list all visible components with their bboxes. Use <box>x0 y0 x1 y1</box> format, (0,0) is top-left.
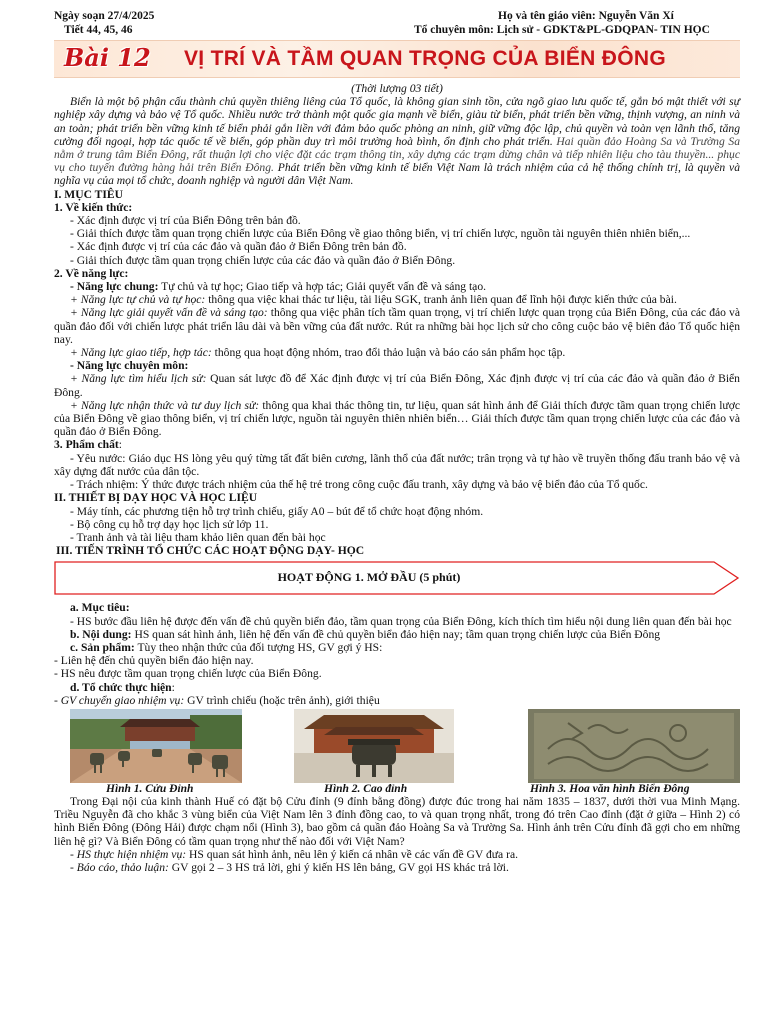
quality-item: - Yêu nước: Giáo dục HS lòng yêu quý từng tất đất biên cương, lãnh thổ của đất nước; trân trọng và tự hào về truyền thống đấu tranh bảo vệ và xây dựng đất nước của dân tộc. <box>54 451 740 478</box>
competence-text: thông qua việc phân tích tầm quan trọng, vị trí chiến lược quan trọng của Biển Đông, của các đảo và quần đảo đối với chiến lược phát triển lâu dài và bền vững của đất nước. Rút ra những bài học lịch sử cho công cuộc bảo vệ biên đảo Tổ quốc hiện nay. <box>54 306 740 346</box>
hoa-van-photo <box>528 709 740 783</box>
organize-label: d. Tổ chức thực hiện <box>70 680 172 694</box>
competence-text: thông qua việc khai thác tư liệu, tài liệu SGK, tranh ảnh liên quan để lĩnh hội được kiến thức của bài. <box>205 293 677 307</box>
report-label: - Báo cáo, thảo luận: <box>70 860 169 874</box>
image-cuu-dinh <box>70 709 242 783</box>
goal-label: a. Mục tiêu: <box>70 601 130 615</box>
quality-colon: : <box>118 438 122 452</box>
competence-label: - Năng lực chuyên môn: <box>70 359 189 373</box>
lesson-title: VỊ TRÍ VÀ TẦM QUAN TRỌNG CỦA BIỂN ĐÔNG <box>184 47 666 70</box>
lesson-banner <box>54 40 740 78</box>
task-label: - GV chuyển giao nhiệm vụ: <box>54 693 185 707</box>
image-cao-dinh <box>294 709 454 783</box>
intro-paragraph <box>54 95 740 187</box>
prep-date: Ngày soạn 27/4/2025 <box>54 10 155 22</box>
equipment-item: - Tranh ảnh và tài liệu tham khảo liên quan đến bài học <box>70 530 326 544</box>
competence-text: Quan sát lược đồ để Xác định được vị trí của Biển Đông, Xác định được vị trí của các đảo và quần đảo ở Biển Đông. <box>54 372 740 399</box>
activity-banner <box>54 561 740 595</box>
quality-label: 3. Phẩm chất <box>54 438 119 452</box>
competence-label: + Năng lực tìm hiểu lịch sử: <box>70 372 207 386</box>
cuu-dinh-photo <box>70 709 242 783</box>
competence-general <box>54 280 740 293</box>
document-header <box>54 0 740 40</box>
competence-label: + Năng lực giao tiếp, hợp tác: <box>70 346 212 360</box>
competence-item <box>54 293 740 306</box>
story-paragraph: Trong Đại nội của kinh thành Huế có đặt bộ Cửu đỉnh (9 đỉnh bằng đồng) được đúc trong hai năm 1835 – 1837, dưới thời vua Minh Mạng. Triều Nguyễn đã cho khắc 3 vùng biển của Việt Nam lên 3 đỉnh đồng cao, to và quan trọng nhất, trong đó trên Cao đỉnh (đặt ở giữa – Hình 2) có hình Biển Đông (Đông Hải) được chạm nổi (Hình 3), bao gồm cả quần đảo Hoàng Sa và Trường Sa. Hình ảnh trên Cửu đỉnh đã gợi cho em những liên hệ gì? Và Biển Đông có tầm quan trọng như thế nào đối với Việt Nam? <box>54 794 740 848</box>
knowledge-item: - Xác định được vị trí của Biển Đông trên bản đồ. <box>70 214 301 228</box>
competence-item <box>54 306 740 346</box>
task-line <box>54 694 740 707</box>
intro-main: Biển là một bộ phận cấu thành chủ quyền thiêng liêng của Tổ quốc, là không gian sinh tồn, cửa ngõ giao lưu quốc tế, gắn bó mật thiết với sự nghiệp xây dựng và bảo vệ Tổ quốc. Nhiều nước trở thành một quốc gia mạnh về biển, giàu từ biển, phát triển bền vững, thịnh vượng, an ninh và an toàn; phát triển bền vững kinh tế biển phải gắn liền với đảm bảo quốc phòng an ninh, giữ vững độc lập, chủ quyền và toàn vẹn lãnh thổ, tăng cường đối ngoại, hợp tác quốc tế về biển, góp phần duy trì môi trường hoà bình, ổn định cho phát triển. <box>54 95 740 148</box>
report-text: GV gọi 2 – 3 HS trả lời, ghi ý kiến HS lên bảng, GV gọi HS khác trả lời. <box>168 860 509 874</box>
competence-title: 2. Về năng lực: <box>54 266 129 280</box>
knowledge-item: - Giải thích được tầm quan trọng chiến lược của các đảo và quần đảo ở Biển Đông. <box>70 253 456 267</box>
product-item: - Liên hệ đến chủ quyền biển đảo hiện nay. <box>54 654 254 668</box>
intro-end: Phát triển bền vững kinh tế biển Việt Nam là trách nhiệm của cả hệ thống chính trị, là quyền và nghĩa vụ của mọi tổ chức, doanh nghiệp và người dân Việt Nam. <box>54 161 740 188</box>
competence-item <box>54 372 740 398</box>
image-hoa-van <box>528 709 740 783</box>
figure-row <box>54 709 740 795</box>
duration <box>54 82 740 95</box>
student-task-line <box>54 848 740 861</box>
caption-2: Hình 2. Cao đỉnh <box>324 782 408 795</box>
content-line <box>54 628 740 641</box>
competence-label: + Năng lực tự chủ và tự học: <box>70 293 206 307</box>
content-text: HS quan sát hình ảnh, liên hệ đến vấn đề chủ quyền biển đảo hiện nay; tầm quan trọng chiến lược của Biển Đông <box>131 627 661 641</box>
competence-text: thông qua hoạt động nhóm, trao đổi thảo luận và báo cáo sản phẩm học tập. <box>211 346 566 360</box>
knowledge-item: - Giải thích được tầm quan trọng chiến lược của Biển Đông về giao thông biển, vị trí chiến lược, nguồn tài nguyên thiên nhiên biển,... <box>70 227 691 241</box>
intro-gray: Hai quần đảo Hoàng Sa và Trường Sa nằm ở trung tâm Biển Đông, rất thuận lợi cho việc đặt các trạm thông tin, xây dựng các trạm dừng chân và tiếp nhiên liệu cho tàu thuyền... phục vụ cho tuyến đường hàng hải trên Biển Đông. <box>54 134 740 175</box>
competence-specialized <box>54 359 740 372</box>
goal-title <box>54 601 740 614</box>
task-text: GV trình chiếu (hoặc trên ảnh), giới thiệu <box>184 693 380 707</box>
competence-label: - Năng lực chung: <box>70 280 159 294</box>
competence-text: thông qua khai thác thông tin, tư liệu, quan sát hình ảnh để Giải thích được tầm quan trọng chiến lược của Biển Đông về giao thông biển, vị trí chiến lược, nguồn tài nguyên thiên nhiên biển… Giải thích được tầm quan trọng chiến lược của các đảo và quần đảo ở Biển Đông. <box>54 398 740 439</box>
section-2-title: II. THIẾT BỊ DẠY HỌC VÀ HỌC LIỆU <box>54 491 258 505</box>
organize-colon: : <box>171 680 175 694</box>
caption-1: Hình 1. Cửu Đỉnh <box>106 782 194 795</box>
activity-title: HOẠT ĐỘNG 1. MỞ ĐẦU (5 phút) <box>277 570 461 585</box>
knowledge-item: - Xác định được vị trí của các đảo và quần đảo ở Biển Đông trên bản đồ. <box>70 240 407 254</box>
competence-label: + Năng lực nhận thức và tư duy lịch sử: <box>70 398 260 412</box>
duration-text: (Thời lượng 03 tiết) <box>351 82 443 95</box>
product-text: Tùy theo nhận thức của đối tượng HS, GV gợi ý HS: <box>134 640 383 654</box>
student-task-text: HS quan sát hình ảnh, nêu lên ý kiến cá nhân về các vấn đề GV đưa ra. <box>186 847 518 861</box>
product-item: - HS nêu được tầm quan trọng chiến lược của Biển Đông. <box>54 667 322 681</box>
periods: Tiết 44, 45, 46 <box>64 24 133 36</box>
equipment-item: - Máy tính, các phương tiện hỗ trợ trình chiếu, giấy A0 – bút để tổ chức hoạt động nhóm. <box>70 504 484 518</box>
product-line <box>54 641 740 654</box>
lesson-number: Bài 12 <box>64 43 151 72</box>
knowledge-title: 1. Về kiến thức: <box>54 200 133 214</box>
report-line <box>54 861 740 874</box>
caption-3: Hình 3. Hoa văn hình Biển Đông <box>530 782 690 795</box>
quality-title <box>54 438 740 451</box>
section-1-title: I. MỤC TIÊU <box>54 187 124 201</box>
student-task-label: - HS thực hiện nhiệm vụ: <box>70 847 187 861</box>
content-label: b. Nội dung: <box>70 627 132 641</box>
department: Tổ chuyên môn: Lịch sử - GDKT&PL-GDQPAN- TIN HỌC <box>414 24 710 36</box>
competence-item <box>54 346 740 359</box>
product-label: c. Sản phẩm: <box>70 640 135 654</box>
cao-dinh-photo <box>294 709 454 783</box>
section-3-title: III. TIẾN TRÌNH TỔ CHỨC CÁC HOẠT ĐỘNG DẠY- HỌC <box>56 544 365 558</box>
equipment-item: - Bộ công cụ hỗ trợ dạy học lịch sử lớp 11. <box>70 517 269 531</box>
document-page <box>54 0 740 874</box>
quality-item: - Trách nhiệm: Ý thức được trách nhiệm của thế hệ trẻ trong công cuộc đấu tranh, xây dựng và bảo vệ biển đảo của Tổ quốc. <box>70 478 648 492</box>
goal-text: - HS bước đầu liên hệ được đến vấn đề chủ quyền biển đảo, tầm quan trọng của Biển Đông, kích thích tìm hiểu nội dung liên quan đến bài học <box>70 614 732 628</box>
organize-title <box>54 681 740 694</box>
competence-item <box>54 399 740 439</box>
teacher-name: Họ và tên giáo viên: Nguyễn Văn Xí <box>498 10 674 22</box>
competence-label: + Năng lực giải quyết vấn đề và sáng tạo: <box>70 306 268 320</box>
competence-text: Tự chủ và tự học; Giao tiếp và hợp tác; Giải quyết vấn đề và sáng tạo. <box>158 280 487 294</box>
